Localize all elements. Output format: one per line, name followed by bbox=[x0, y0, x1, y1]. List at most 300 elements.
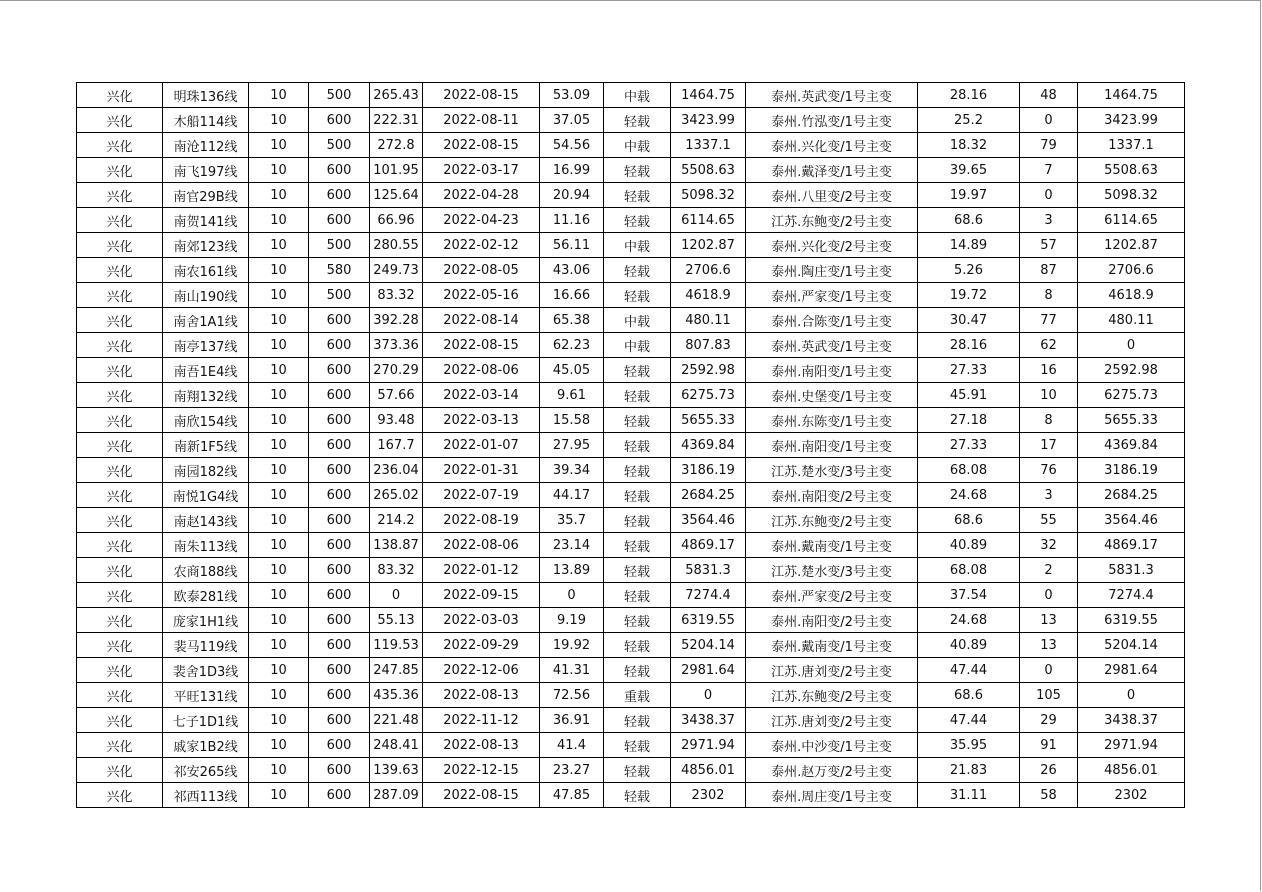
count-cell: 26 bbox=[1020, 758, 1078, 783]
date-cell: 2022-08-15 bbox=[423, 333, 540, 358]
transformer-cell: 泰州.南阳变/1号主变 bbox=[746, 433, 918, 458]
load-status-cell: 轻载 bbox=[604, 508, 671, 533]
table-row bbox=[77, 558, 1185, 583]
voltage-cell: 10 bbox=[249, 683, 309, 708]
max-load-cell: 265.02 bbox=[370, 483, 423, 508]
available-capacity-cell: 1337.1 bbox=[671, 133, 746, 158]
remaining-capacity-cell: 3564.46 bbox=[1078, 508, 1185, 533]
max-load-cell: 280.55 bbox=[370, 233, 423, 258]
region-cell: 兴化 bbox=[77, 383, 163, 408]
table-row bbox=[77, 158, 1185, 183]
rated-capacity-cell: 600 bbox=[309, 633, 370, 658]
load-status-cell: 轻载 bbox=[604, 633, 671, 658]
voltage-cell: 10 bbox=[249, 458, 309, 483]
voltage-cell: 10 bbox=[249, 508, 309, 533]
table-row bbox=[77, 758, 1185, 783]
transformer-load-rate-cell: 24.68 bbox=[918, 483, 1020, 508]
table-row bbox=[77, 708, 1185, 733]
voltage-cell: 10 bbox=[249, 433, 309, 458]
region-cell: 兴化 bbox=[77, 458, 163, 483]
load-rate-cell: 13.89 bbox=[540, 558, 604, 583]
load-status-cell: 轻载 bbox=[604, 433, 671, 458]
date-cell: 2022-08-05 bbox=[423, 258, 540, 283]
load-rate-cell: 20.94 bbox=[540, 183, 604, 208]
voltage-cell: 10 bbox=[249, 158, 309, 183]
region-cell: 兴化 bbox=[77, 208, 163, 233]
date-cell: 2022-08-06 bbox=[423, 533, 540, 558]
load-rate-cell: 37.05 bbox=[540, 108, 604, 133]
count-cell: 0 bbox=[1020, 658, 1078, 683]
table-row bbox=[77, 733, 1185, 758]
transformer-load-rate-cell: 45.91 bbox=[918, 383, 1020, 408]
region-cell: 兴化 bbox=[77, 258, 163, 283]
transformer-load-rate-cell: 14.89 bbox=[918, 233, 1020, 258]
line-name-cell: 木船114线 bbox=[163, 108, 249, 133]
max-load-cell: 55.13 bbox=[370, 608, 423, 633]
date-cell: 2022-08-15 bbox=[423, 83, 540, 108]
available-capacity-cell: 0 bbox=[671, 683, 746, 708]
load-status-cell: 中载 bbox=[604, 233, 671, 258]
remaining-capacity-cell: 6114.65 bbox=[1078, 208, 1185, 233]
max-load-cell: 248.41 bbox=[370, 733, 423, 758]
rated-capacity-cell: 580 bbox=[309, 258, 370, 283]
count-cell: 48 bbox=[1020, 83, 1078, 108]
voltage-cell: 10 bbox=[249, 758, 309, 783]
line-name-cell: 裴舍1D3线 bbox=[163, 658, 249, 683]
max-load-cell: 373.36 bbox=[370, 333, 423, 358]
date-cell: 2022-12-06 bbox=[423, 658, 540, 683]
voltage-cell: 10 bbox=[249, 408, 309, 433]
load-rate-cell: 56.11 bbox=[540, 233, 604, 258]
rated-capacity-cell: 600 bbox=[309, 408, 370, 433]
date-cell: 2022-04-28 bbox=[423, 183, 540, 208]
remaining-capacity-cell: 4869.17 bbox=[1078, 533, 1185, 558]
line-name-cell: 南亭137线 bbox=[163, 333, 249, 358]
load-status-cell: 轻载 bbox=[604, 208, 671, 233]
transformer-cell: 江苏.东鲍变/2号主变 bbox=[746, 208, 918, 233]
load-rate-cell: 44.17 bbox=[540, 483, 604, 508]
transformer-cell: 泰州.竹泓变/1号主变 bbox=[746, 108, 918, 133]
max-load-cell: 221.48 bbox=[370, 708, 423, 733]
date-cell: 2022-11-12 bbox=[423, 708, 540, 733]
table-row bbox=[77, 658, 1185, 683]
transformer-load-rate-cell: 5.26 bbox=[918, 258, 1020, 283]
date-cell: 2022-09-15 bbox=[423, 583, 540, 608]
max-load-cell: 272.8 bbox=[370, 133, 423, 158]
date-cell: 2022-08-13 bbox=[423, 683, 540, 708]
table-row bbox=[77, 633, 1185, 658]
load-rate-cell: 9.61 bbox=[540, 383, 604, 408]
remaining-capacity-cell: 2302 bbox=[1078, 783, 1185, 808]
available-capacity-cell: 2302 bbox=[671, 783, 746, 808]
load-rate-cell: 27.95 bbox=[540, 433, 604, 458]
available-capacity-cell: 6319.55 bbox=[671, 608, 746, 633]
region-cell: 兴化 bbox=[77, 683, 163, 708]
remaining-capacity-cell: 2706.6 bbox=[1078, 258, 1185, 283]
load-status-cell: 轻载 bbox=[604, 358, 671, 383]
count-cell: 79 bbox=[1020, 133, 1078, 158]
voltage-cell: 10 bbox=[249, 233, 309, 258]
line-name-cell: 农商188线 bbox=[163, 558, 249, 583]
table-row bbox=[77, 258, 1185, 283]
rated-capacity-cell: 600 bbox=[309, 708, 370, 733]
table-row bbox=[77, 233, 1185, 258]
rated-capacity-cell: 600 bbox=[309, 583, 370, 608]
transformer-load-rate-cell: 47.44 bbox=[918, 708, 1020, 733]
rated-capacity-cell: 600 bbox=[309, 483, 370, 508]
available-capacity-cell: 5098.32 bbox=[671, 183, 746, 208]
count-cell: 0 bbox=[1020, 583, 1078, 608]
line-name-cell: 南赵143线 bbox=[163, 508, 249, 533]
date-cell: 2022-08-11 bbox=[423, 108, 540, 133]
voltage-cell: 10 bbox=[249, 558, 309, 583]
load-status-cell: 中载 bbox=[604, 83, 671, 108]
region-cell: 兴化 bbox=[77, 533, 163, 558]
max-load-cell: 247.85 bbox=[370, 658, 423, 683]
voltage-cell: 10 bbox=[249, 358, 309, 383]
available-capacity-cell: 2592.98 bbox=[671, 358, 746, 383]
count-cell: 8 bbox=[1020, 408, 1078, 433]
max-load-cell: 101.95 bbox=[370, 158, 423, 183]
remaining-capacity-cell: 1337.1 bbox=[1078, 133, 1185, 158]
transformer-load-rate-cell: 39.65 bbox=[918, 158, 1020, 183]
table-row bbox=[77, 358, 1185, 383]
date-cell: 2022-07-19 bbox=[423, 483, 540, 508]
load-status-cell: 轻载 bbox=[604, 183, 671, 208]
load-status-cell: 轻载 bbox=[604, 533, 671, 558]
load-status-cell: 轻载 bbox=[604, 583, 671, 608]
table-row bbox=[77, 508, 1185, 533]
region-cell: 兴化 bbox=[77, 483, 163, 508]
rated-capacity-cell: 500 bbox=[309, 83, 370, 108]
available-capacity-cell: 2981.64 bbox=[671, 658, 746, 683]
max-load-cell: 139.63 bbox=[370, 758, 423, 783]
transformer-load-rate-cell: 27.18 bbox=[918, 408, 1020, 433]
count-cell: 55 bbox=[1020, 508, 1078, 533]
available-capacity-cell: 4369.84 bbox=[671, 433, 746, 458]
region-cell: 兴化 bbox=[77, 333, 163, 358]
table-row bbox=[77, 333, 1185, 358]
date-cell: 2022-08-15 bbox=[423, 783, 540, 808]
count-cell: 0 bbox=[1020, 108, 1078, 133]
count-cell: 91 bbox=[1020, 733, 1078, 758]
transformer-load-rate-cell: 25.2 bbox=[918, 108, 1020, 133]
transformer-cell: 泰州.严家变/1号主变 bbox=[746, 283, 918, 308]
load-rate-cell: 41.31 bbox=[540, 658, 604, 683]
region-cell: 兴化 bbox=[77, 133, 163, 158]
remaining-capacity-cell: 4369.84 bbox=[1078, 433, 1185, 458]
line-name-cell: 南新1F5线 bbox=[163, 433, 249, 458]
load-status-cell: 轻载 bbox=[604, 458, 671, 483]
transformer-cell: 泰州.赵万变/2号主变 bbox=[746, 758, 918, 783]
table-row bbox=[77, 433, 1185, 458]
count-cell: 58 bbox=[1020, 783, 1078, 808]
remaining-capacity-cell: 6319.55 bbox=[1078, 608, 1185, 633]
max-load-cell: 270.29 bbox=[370, 358, 423, 383]
transformer-cell: 泰州.中沙变/1号主变 bbox=[746, 733, 918, 758]
transformer-cell: 泰州.英武变/1号主变 bbox=[746, 333, 918, 358]
line-name-cell: 平旺131线 bbox=[163, 683, 249, 708]
table-row bbox=[77, 533, 1185, 558]
load-rate-cell: 15.58 bbox=[540, 408, 604, 433]
line-name-cell: 欧泰281线 bbox=[163, 583, 249, 608]
load-status-cell: 轻载 bbox=[604, 383, 671, 408]
rated-capacity-cell: 500 bbox=[309, 233, 370, 258]
load-rate-cell: 45.05 bbox=[540, 358, 604, 383]
voltage-cell: 10 bbox=[249, 383, 309, 408]
region-cell: 兴化 bbox=[77, 358, 163, 383]
date-cell: 2022-09-29 bbox=[423, 633, 540, 658]
load-status-cell: 轻载 bbox=[604, 758, 671, 783]
table-row bbox=[77, 483, 1185, 508]
remaining-capacity-cell: 6275.73 bbox=[1078, 383, 1185, 408]
region-cell: 兴化 bbox=[77, 433, 163, 458]
table-row bbox=[77, 458, 1185, 483]
voltage-cell: 10 bbox=[249, 333, 309, 358]
available-capacity-cell: 2684.25 bbox=[671, 483, 746, 508]
voltage-cell: 10 bbox=[249, 258, 309, 283]
transformer-load-rate-cell: 19.97 bbox=[918, 183, 1020, 208]
remaining-capacity-cell: 5655.33 bbox=[1078, 408, 1185, 433]
line-name-cell: 南舍1A1线 bbox=[163, 308, 249, 333]
transformer-cell: 江苏.楚水变/3号主变 bbox=[746, 458, 918, 483]
line-name-cell: 七子1D1线 bbox=[163, 708, 249, 733]
available-capacity-cell: 4869.17 bbox=[671, 533, 746, 558]
table-row bbox=[77, 783, 1185, 808]
rated-capacity-cell: 600 bbox=[309, 683, 370, 708]
transformer-load-rate-cell: 37.54 bbox=[918, 583, 1020, 608]
load-rate-cell: 35.7 bbox=[540, 508, 604, 533]
date-cell: 2022-03-17 bbox=[423, 158, 540, 183]
remaining-capacity-cell: 4618.9 bbox=[1078, 283, 1185, 308]
load-status-cell: 轻载 bbox=[604, 258, 671, 283]
rated-capacity-cell: 600 bbox=[309, 608, 370, 633]
remaining-capacity-cell: 2592.98 bbox=[1078, 358, 1185, 383]
remaining-capacity-cell: 5098.32 bbox=[1078, 183, 1185, 208]
transformer-load-rate-cell: 40.89 bbox=[918, 533, 1020, 558]
max-load-cell: 57.66 bbox=[370, 383, 423, 408]
voltage-cell: 10 bbox=[249, 533, 309, 558]
transformer-cell: 泰州.东陈变/1号主变 bbox=[746, 408, 918, 433]
count-cell: 13 bbox=[1020, 608, 1078, 633]
load-rate-cell: 65.38 bbox=[540, 308, 604, 333]
available-capacity-cell: 5204.14 bbox=[671, 633, 746, 658]
voltage-cell: 10 bbox=[249, 658, 309, 683]
rated-capacity-cell: 600 bbox=[309, 308, 370, 333]
voltage-cell: 10 bbox=[249, 608, 309, 633]
date-cell: 2022-12-15 bbox=[423, 758, 540, 783]
remaining-capacity-cell: 1202.87 bbox=[1078, 233, 1185, 258]
available-capacity-cell: 2706.6 bbox=[671, 258, 746, 283]
table-row bbox=[77, 133, 1185, 158]
count-cell: 105 bbox=[1020, 683, 1078, 708]
available-capacity-cell: 4856.01 bbox=[671, 758, 746, 783]
count-cell: 7 bbox=[1020, 158, 1078, 183]
line-name-cell: 戚家1B2线 bbox=[163, 733, 249, 758]
table-row bbox=[77, 583, 1185, 608]
region-cell: 兴化 bbox=[77, 233, 163, 258]
transformer-load-rate-cell: 68.6 bbox=[918, 683, 1020, 708]
load-rate-cell: 39.34 bbox=[540, 458, 604, 483]
transformer-load-rate-cell: 28.16 bbox=[918, 83, 1020, 108]
remaining-capacity-cell: 5204.14 bbox=[1078, 633, 1185, 658]
available-capacity-cell: 5831.3 bbox=[671, 558, 746, 583]
voltage-cell: 10 bbox=[249, 108, 309, 133]
available-capacity-cell: 3423.99 bbox=[671, 108, 746, 133]
region-cell: 兴化 bbox=[77, 583, 163, 608]
table-row bbox=[77, 408, 1185, 433]
rated-capacity-cell: 500 bbox=[309, 133, 370, 158]
available-capacity-cell: 1464.75 bbox=[671, 83, 746, 108]
transformer-load-rate-cell: 68.08 bbox=[918, 458, 1020, 483]
transformer-cell: 泰州.兴化变/2号主变 bbox=[746, 233, 918, 258]
transformer-cell: 江苏.唐刘变/2号主变 bbox=[746, 658, 918, 683]
transformer-cell: 江苏.东鲍变/2号主变 bbox=[746, 683, 918, 708]
date-cell: 2022-03-14 bbox=[423, 383, 540, 408]
max-load-cell: 392.28 bbox=[370, 308, 423, 333]
max-load-cell: 83.32 bbox=[370, 283, 423, 308]
available-capacity-cell: 6275.73 bbox=[671, 383, 746, 408]
region-cell: 兴化 bbox=[77, 283, 163, 308]
rated-capacity-cell: 600 bbox=[309, 208, 370, 233]
line-name-cell: 庞家1H1线 bbox=[163, 608, 249, 633]
transformer-load-rate-cell: 40.89 bbox=[918, 633, 1020, 658]
load-rate-cell: 16.66 bbox=[540, 283, 604, 308]
load-rate-cell: 36.91 bbox=[540, 708, 604, 733]
count-cell: 16 bbox=[1020, 358, 1078, 383]
transformer-load-rate-cell: 30.47 bbox=[918, 308, 1020, 333]
max-load-cell: 83.32 bbox=[370, 558, 423, 583]
rated-capacity-cell: 600 bbox=[309, 783, 370, 808]
transformer-load-rate-cell: 47.44 bbox=[918, 658, 1020, 683]
date-cell: 2022-05-16 bbox=[423, 283, 540, 308]
load-status-cell: 重载 bbox=[604, 683, 671, 708]
remaining-capacity-cell: 7274.4 bbox=[1078, 583, 1185, 608]
remaining-capacity-cell: 3423.99 bbox=[1078, 108, 1185, 133]
available-capacity-cell: 4618.9 bbox=[671, 283, 746, 308]
max-load-cell: 435.36 bbox=[370, 683, 423, 708]
remaining-capacity-cell: 3438.37 bbox=[1078, 708, 1185, 733]
remaining-capacity-cell: 0 bbox=[1078, 333, 1185, 358]
transformer-cell: 泰州.戴南变/1号主变 bbox=[746, 533, 918, 558]
count-cell: 3 bbox=[1020, 208, 1078, 233]
available-capacity-cell: 3564.46 bbox=[671, 508, 746, 533]
region-cell: 兴化 bbox=[77, 183, 163, 208]
transformer-cell: 泰州.兴化变/1号主变 bbox=[746, 133, 918, 158]
table-body bbox=[77, 83, 1185, 808]
count-cell: 87 bbox=[1020, 258, 1078, 283]
remaining-capacity-cell: 2971.94 bbox=[1078, 733, 1185, 758]
region-cell: 兴化 bbox=[77, 608, 163, 633]
region-cell: 兴化 bbox=[77, 83, 163, 108]
load-status-cell: 轻载 bbox=[604, 108, 671, 133]
rated-capacity-cell: 600 bbox=[309, 758, 370, 783]
available-capacity-cell: 7274.4 bbox=[671, 583, 746, 608]
line-name-cell: 南贺141线 bbox=[163, 208, 249, 233]
count-cell: 10 bbox=[1020, 383, 1078, 408]
date-cell: 2022-08-14 bbox=[423, 308, 540, 333]
table-row bbox=[77, 183, 1185, 208]
max-load-cell: 287.09 bbox=[370, 783, 423, 808]
transformer-cell: 江苏.楚水变/3号主变 bbox=[746, 558, 918, 583]
date-cell: 2022-01-12 bbox=[423, 558, 540, 583]
available-capacity-cell: 5655.33 bbox=[671, 408, 746, 433]
max-load-cell: 125.64 bbox=[370, 183, 423, 208]
rated-capacity-cell: 600 bbox=[309, 383, 370, 408]
available-capacity-cell: 1202.87 bbox=[671, 233, 746, 258]
voltage-cell: 10 bbox=[249, 633, 309, 658]
available-capacity-cell: 5508.63 bbox=[671, 158, 746, 183]
transformer-load-rate-cell: 31.11 bbox=[918, 783, 1020, 808]
remaining-capacity-cell: 480.11 bbox=[1078, 308, 1185, 333]
count-cell: 57 bbox=[1020, 233, 1078, 258]
load-rate-cell: 54.56 bbox=[540, 133, 604, 158]
max-load-cell: 119.53 bbox=[370, 633, 423, 658]
available-capacity-cell: 6114.65 bbox=[671, 208, 746, 233]
date-cell: 2022-08-06 bbox=[423, 358, 540, 383]
available-capacity-cell: 3438.37 bbox=[671, 708, 746, 733]
transformer-cell: 泰州.英武变/1号主变 bbox=[746, 83, 918, 108]
date-cell: 2022-03-13 bbox=[423, 408, 540, 433]
max-load-cell: 93.48 bbox=[370, 408, 423, 433]
table-row bbox=[77, 283, 1185, 308]
remaining-capacity-cell: 4856.01 bbox=[1078, 758, 1185, 783]
transformer-load-rate-cell: 68.08 bbox=[918, 558, 1020, 583]
load-status-cell: 轻载 bbox=[604, 783, 671, 808]
rated-capacity-cell: 600 bbox=[309, 558, 370, 583]
voltage-cell: 10 bbox=[249, 133, 309, 158]
load-status-cell: 轻载 bbox=[604, 608, 671, 633]
transformer-load-rate-cell: 18.32 bbox=[918, 133, 1020, 158]
voltage-cell: 10 bbox=[249, 583, 309, 608]
table-row bbox=[77, 308, 1185, 333]
load-status-cell: 轻载 bbox=[604, 733, 671, 758]
transformer-load-rate-cell: 19.72 bbox=[918, 283, 1020, 308]
voltage-cell: 10 bbox=[249, 208, 309, 233]
max-load-cell: 236.04 bbox=[370, 458, 423, 483]
rated-capacity-cell: 600 bbox=[309, 433, 370, 458]
table-row bbox=[77, 608, 1185, 633]
transformer-load-rate-cell: 27.33 bbox=[918, 358, 1020, 383]
data-table bbox=[76, 82, 1185, 808]
transformer-cell: 泰州.史堡变/1号主变 bbox=[746, 383, 918, 408]
transformer-load-rate-cell: 24.68 bbox=[918, 608, 1020, 633]
load-rate-cell: 41.4 bbox=[540, 733, 604, 758]
rated-capacity-cell: 600 bbox=[309, 733, 370, 758]
voltage-cell: 10 bbox=[249, 283, 309, 308]
available-capacity-cell: 807.83 bbox=[671, 333, 746, 358]
transformer-cell: 泰州.陶庄变/1号主变 bbox=[746, 258, 918, 283]
load-status-cell: 轻载 bbox=[604, 408, 671, 433]
line-name-cell: 南吾1E4线 bbox=[163, 358, 249, 383]
max-load-cell: 167.7 bbox=[370, 433, 423, 458]
voltage-cell: 10 bbox=[249, 483, 309, 508]
count-cell: 2 bbox=[1020, 558, 1078, 583]
rated-capacity-cell: 600 bbox=[309, 158, 370, 183]
max-load-cell: 265.43 bbox=[370, 83, 423, 108]
max-load-cell: 249.73 bbox=[370, 258, 423, 283]
table-row bbox=[77, 208, 1185, 233]
region-cell: 兴化 bbox=[77, 558, 163, 583]
table-row bbox=[77, 108, 1185, 133]
voltage-cell: 10 bbox=[249, 733, 309, 758]
rated-capacity-cell: 600 bbox=[309, 108, 370, 133]
load-status-cell: 中载 bbox=[604, 308, 671, 333]
date-cell: 2022-08-15 bbox=[423, 133, 540, 158]
line-name-cell: 南沧112线 bbox=[163, 133, 249, 158]
count-cell: 29 bbox=[1020, 708, 1078, 733]
region-cell: 兴化 bbox=[77, 658, 163, 683]
